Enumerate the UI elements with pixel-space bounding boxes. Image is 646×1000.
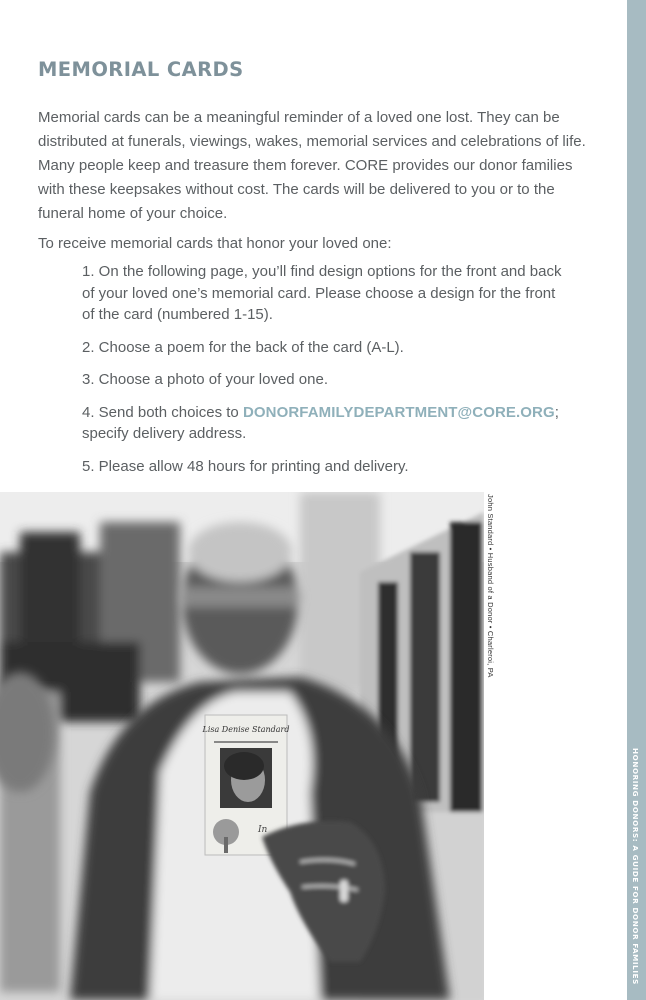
step-3: 3. Choose a photo of your loved one. bbox=[82, 371, 329, 388]
sidebar-guide-title: HONORING DONORS: A GUIDE FOR DONOR FAMILIES bbox=[631, 748, 640, 985]
step-4-prefix: 4. Send both choices to bbox=[82, 403, 243, 421]
step-4 bbox=[82, 402, 562, 445]
step-1: 1. On the following page, you’ll find design options for the front and back of your loved one’s memorial card. Please choose a design for the front of the card (numbered 1-15). bbox=[82, 263, 562, 323]
photo-illustration bbox=[0, 492, 484, 1000]
photo-caption: John Standard • Husband of a Donor • Charleroi, PA bbox=[486, 494, 495, 678]
steps-list bbox=[82, 261, 562, 488]
page-title: MEMORIAL CARDS bbox=[38, 58, 244, 81]
svg-text:In: In bbox=[258, 825, 268, 835]
intro-paragraph: Memorial cards can be a meaningful reminder of a loved one lost. They can be distributed at funerals, viewings, wakes, memorial services and celebrations of life. Many people keep and treasure them forever. CORE provides our donor families with these keepsakes without cost. The cards will be delivered to you or to the funeral home of your choice. bbox=[38, 109, 586, 222]
step-2: 2. Choose a poem for the back of the card (A-L). bbox=[82, 338, 404, 356]
step-4-suffix: ; specify delivery address. bbox=[82, 403, 559, 442]
step-5: 5. Please allow 48 hours for printing and delivery. bbox=[82, 457, 409, 475]
email-link[interactable]: DONORFAMILYDEPARTMENT@CORE.ORG bbox=[242, 403, 555, 421]
photo-man-holding-memorial-card bbox=[0, 492, 484, 1000]
instructions-lead: To receive memorial cards that honor your loved one: bbox=[38, 235, 392, 252]
svg-text:Lisa Denise Standard: Lisa Denise Standard bbox=[202, 725, 290, 734]
